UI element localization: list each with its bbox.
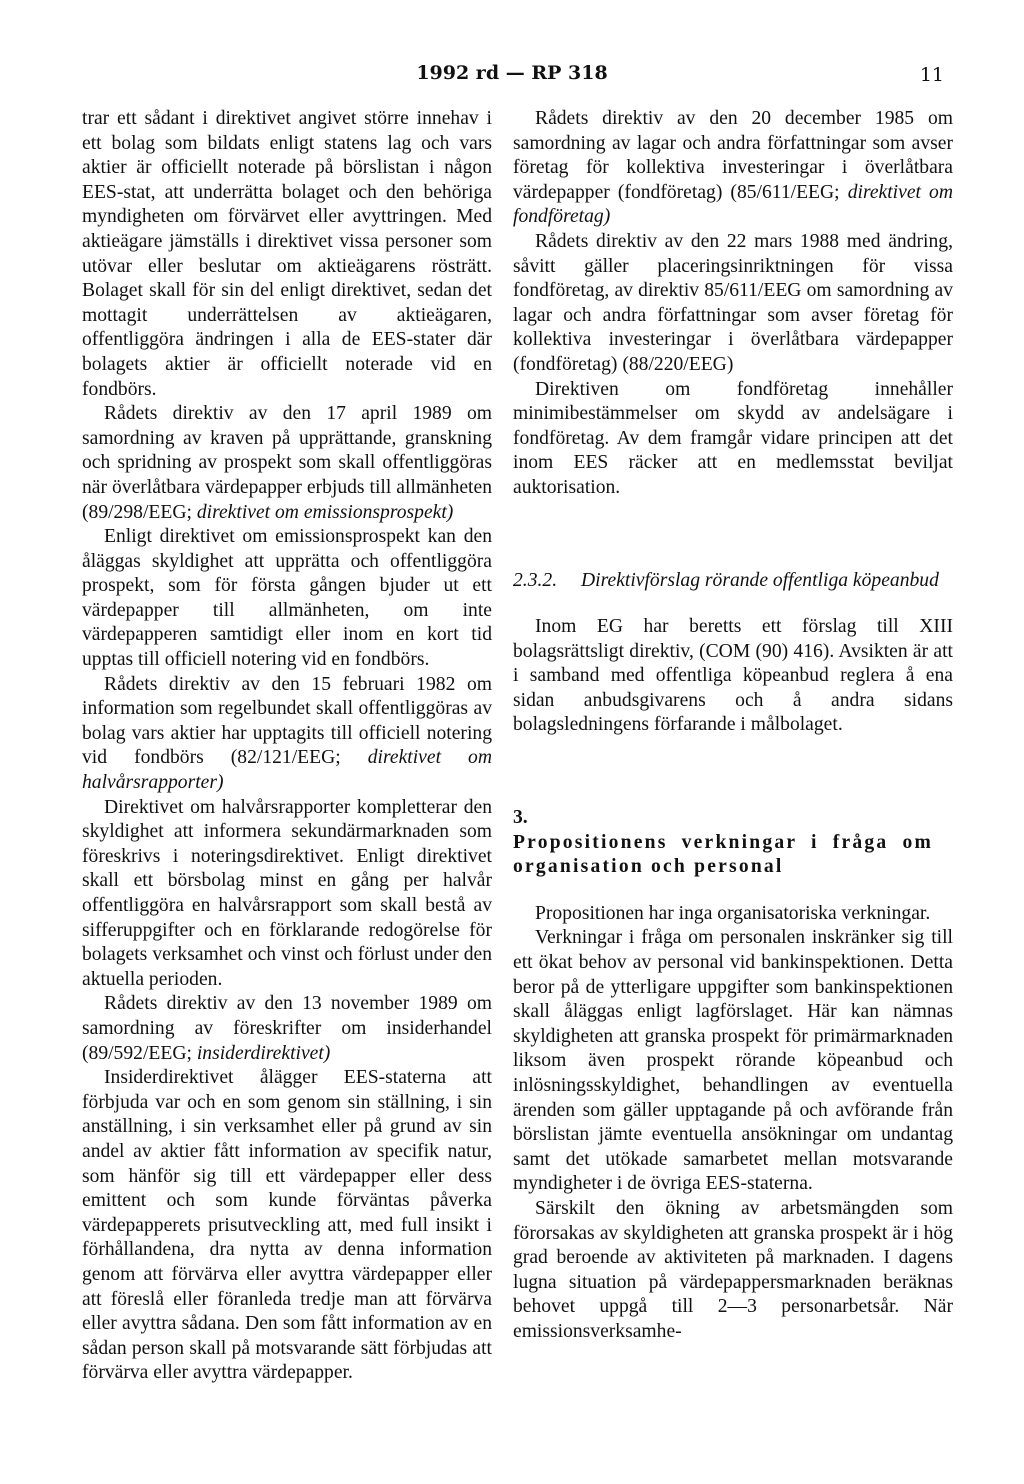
paragraph: Rådets direktiv av den 20 december 1985 om samordning av lagar och andra författningar som avser företag för kollektiva investeringar i överlåtbara värdepapper (fondföretag) (85/611/EEG; direktivet om fondföretag) (513, 108, 953, 228)
paragraph: Propositionen har inga organisatoriska verkningar. (535, 902, 931, 924)
paragraph: Verkningar i fråga om personalen inskränker sig till ett ökat behov av personal vid bankinspektionen. Detta beror på de ytterligare uppgifter som bankinspektionen skall åläggas enligt lagförslaget. Här kan nämnas skyldigheten att granska prospekt för primärmarknaden liksom även prospekt rörande köpeanbud och inlösningsskyldighet, behandlingen av eventuella ärenden som gäller upptagande på och avförande från börslistan jämte eventuella ansökningar om undantag samt det utökade samarbetet mellan motsvarande myndigheter i de övriga EES-staterna. (513, 927, 953, 1195)
section-heading-3 (513, 806, 953, 880)
paragraph: Rådets direktiv av den 13 november 1989 om samordning av föreskrifter om insiderhandel (89/592/EEG; insiderdirektivet) (82, 993, 492, 1064)
paragraph: Direktiven om fondföretag innehåller minimibestämmelser om skydd av andelsägare i fondföretag. Av dem framgår vidare principen att det inom EES räcker att en medlemsstat beviljat auktorisation. (513, 378, 953, 498)
section-title: Direktivförslag rörande offentliga köpeanbud (581, 569, 939, 591)
right-column (513, 107, 953, 1345)
paragraph: Rådets direktiv av den 17 april 1989 om samordning av kraven på upprättande, granskning och spridning av prospekt som skall offentliggöras när överlåtbara värdepapper erbjuds till allmänheten (89/298/EEG; direktivet om emissionsprospekt) (82, 403, 492, 523)
page-number: 11 (919, 64, 944, 86)
directive-list (513, 107, 953, 501)
paragraph: Direktivet om halvårsrapporter kompletterar den skyldighet att informera sekundärmarknaden som föreskrivs i noteringsdirektivet. Enligt direktivet skall ett börsbolag minst en gång per halvår offentliggöra en halvårsrapport som skall bestå av sifferuppgifter och en förklarande redogörelse för bolagets verksamhet och vinst och förlust under den aktuella perioden. (82, 796, 492, 990)
section-number: 2.3.2. (513, 569, 558, 591)
left-column (82, 107, 492, 1386)
paragraph: Särskilt den ökning av arbetsmängden som förorsakas av skyldigheten att granska prospekt är i hög grad beroende av aktiviteten på marknaden. I dagens lugna situation på värdepappersmarknaden beräknas behovet uppgå till 2—3 personarbetsår. När emissionsverksamhe- (513, 1197, 953, 1342)
paragraph: Rådets direktiv av den 15 februari 1982 om information som regelbundet skall offentliggöras av bolag vars aktier har upptagits till officiell notering vid fondbörs (82/121/EEG; direktivet om halvårsrapporter) (82, 673, 492, 794)
paragraph: Inom EG har beretts ett förslag till XIII bolagsrättsligt direktiv, (COM (90) 416). Avsikten är att i samband med offentliga köpeanbud reglera å ena sidan anbudsgivarens och å andra sidans bolagsledningens förfarande i målbolaget. (513, 616, 953, 736)
section-number: 3. (513, 807, 528, 829)
section-heading-2-3-2 (513, 569, 953, 594)
paragraph: Rådets direktiv av den 22 mars 1988 med ändring, såvitt gäller placeringsinriktningen för vissa fondföretag, av direktiv 85/611/EEG om samordning av lagar och andra författningar som avser företag för kollektiva investeringar i överlåtbara värdepapper (fondföretag) (88/220/EEG) (513, 230, 953, 375)
page-header (0, 62, 1024, 92)
paragraph: Insiderdirektivet ålägger EES-staterna att förbjuda var och en som genom sin ställning, i sin anställning, i sin verksamhet eller på grund av sin andel av aktier fått information av specifik natur, som hänför sig till ett värdepapper eller dess emittent och som kunde förväntas påverka värdepapperets prisutveckling att, med full insikt i förhållandena, dra nytta av denna information genom att förvärva eller avyttra värdepapper eller att föreslå eller föranleda tredje man att förvärva eller avyttra sådana. Den som fått information av en sådan person skall på motsvarande sätt förbjudas att förvärva eller avyttra värdepapper. (82, 1067, 492, 1384)
paragraph: Enligt direktivet om emissionsprospekt kan den åläggas skyldighet att upprätta och offentliggöra prospekt, som för första gången bjuder ut ett värdepapper till allmänheten, om inte värdepapperen samtidigt eller inom en kort tid upptas till officiell notering vid en fondbörs. (82, 526, 492, 671)
header-title: 1992 rd — RP 318 (416, 62, 608, 84)
section-title: Propositionens verkningar i fråga om organisation och personal (513, 831, 933, 878)
paragraph: trar ett sådant i direktivet angivet större innehav i ett bolag som bildats enligt statens lag och vars aktier är officiellt noterade på börslistan i någon EES-stat, att underrätta bolaget och den behöriga myndigheten om förvärvet eller avyttringen. Med aktieägare jämställs i direktivet vissa personer som utövar eller beslutar om aktieägarens rösträtt. Bolaget skall för sin del enligt direktivet, sedan det mottagit underrättelsen av aktieägaren, offentliggöra ändringen i alla de EES-stater där bolagets aktier är officiellt noterade vid en fondbörs. (82, 108, 492, 400)
